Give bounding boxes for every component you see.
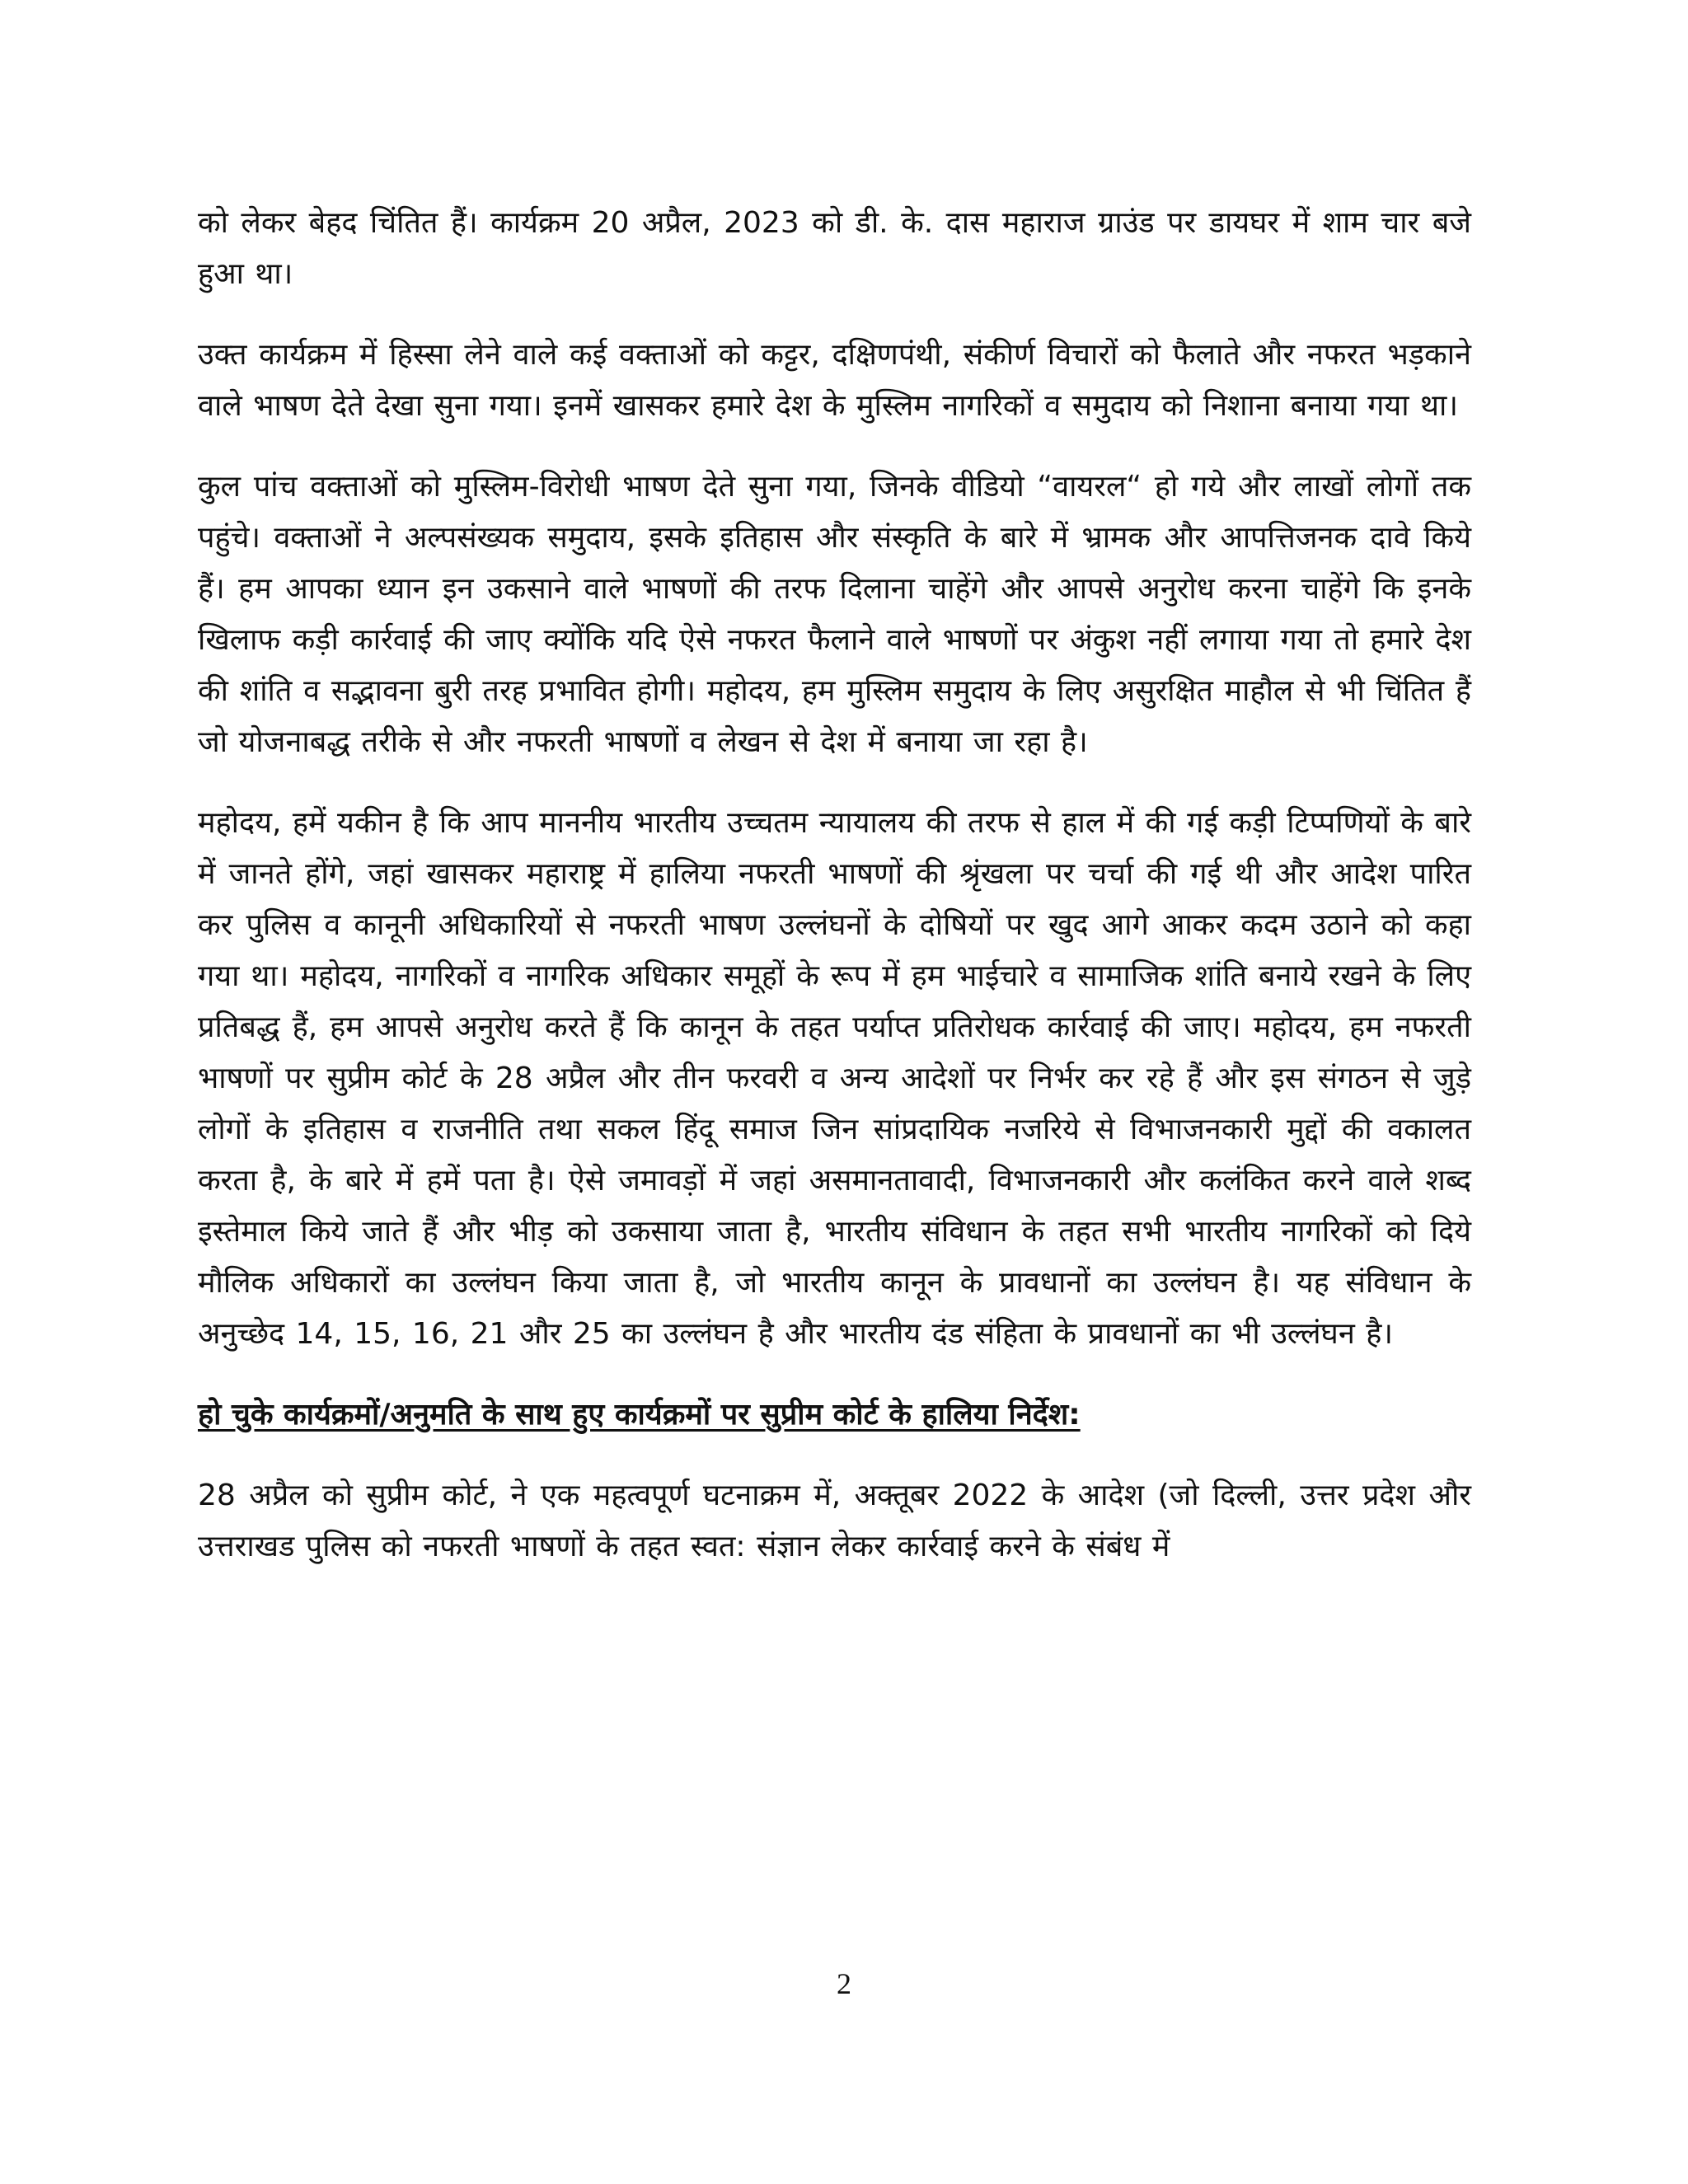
- paragraph-speakers: उक्त कार्यक्रम में हिस्सा लेने वाले कई वक्ताओं को कट्टर, दक्षिणपंथी, संकीर्ण विचारों को फैलाते और नफरत भड़काने वाले भाषण देते देखा सुना गया। इनमें खासकर हमारे देश के मुस्लिम नागरिकों व समुदाय को निशाना बनाया गया था।: [198, 338, 1471, 423]
- document-body: [198, 198, 1471, 1602]
- paragraph-anti-muslim-speeches: कुल पांच वक्ताओं को मुस्लिम-विरोधी भाषण देते सुना गया, जिनके वीडियो “वायरल“ हो गये और लाखों लोगों तक पहुंचे। वक्ताओं ने अल्पसंख्यक समुदाय, इसके इतिहास और संस्कृति के बारे में भ्रामक और आपत्तिजनक दावे किये हैं। हम आपका ध्यान इन उकसाने वाले भाषणों की तरफ दिलाना चाहेंगे और आपसे अनुरोध करना चाहेंगे कि इनके खिलाफ कड़ी कार्रवाई की जाए क्योंकि यदि ऐसे नफरत फैलाने वाले भाषणों पर अंकुश नहीं लगाया गया तो हमारे देश की शांति व सद्भावना बुरी तरह प्रभावित होगी। महोदय, हम मुस्लिम समुदाय के लिए असुरक्षित माहौल से भी चिंतित हैं जो योजनाबद्ध तरीके से और नफरती भाषणों व लेखन से देश में बनाया जा रहा है।: [198, 470, 1471, 759]
- paragraph-event-date: को लेकर बेहद चिंतित हैं। कार्यक्रम 20 अप्रैल, 2023 को डी. के. दास महाराज ग्राउंड पर डायघर में शाम चार बजे हुआ था।: [198, 206, 1471, 291]
- paragraph-april-28-order: 28 अप्रैल को सुप्रीम कोर्ट, ने एक महत्वपूर्ण घटनाक्रम में, अक्तूबर 2022 के आदेश (जो दिल्ली, उत्तर प्रदेश और उत्तराखड पुलिस को नफरती भाषणों के तहत स्वत: संज्ञान लेकर कार्रवाई करने के संबंध में: [198, 1479, 1471, 1563]
- section-heading: हो चुके कार्यक्रमों/अनुमति के साथ हुए कार्यक्रमों पर सुप्रीम कोर्ट के हालिया निर्देश:: [198, 1398, 1081, 1432]
- paragraph-supreme-court-remarks: महोदय, हमें यकीन है कि आप माननीय भारतीय उच्चतम न्यायालय की तरफ से हाल में की गई कड़ी टिप्पणियों के बारे में जानते होंगे, जहां खासकर महाराष्ट्र में हालिया नफरती भाषणों की श्रृंखला पर चर्चा की गई थी और आदेश पारित कर पुलिस व कानूनी अधिकारियों से नफरती भाषण उल्लंघनों के दोषियों पर खुद आगे आकर कदम उठाने को कहा गया था। महोदय, नागरिकों व नागरिक अधिकार समूहों के रूप में हम भाईचारे व सामाजिक शांति बनाये रखने के लिए प्रतिबद्ध हैं, हम आपसे अनुरोध करते हैं कि कानून के तहत पर्याप्त प्रतिरोधक कार्रवाई की जाए। महोदय, हम नफरती भाषणों पर सुप्रीम कोर्ट के 28 अप्रैल और तीन फरवरी व अन्य आदेशों पर निर्भर कर रहे हैं और इस संगठन से जुड़े लोगों के इतिहास व राजनीति तथा सकल हिंदू समाज जिन सांप्रदायिक नजरिये से विभाजनकारी मुद्दों की वकालत करता है, के बारे में हमें पता है। ऐसे जमावड़ों में जहां असमानतावादी, विभाजनकारी और कलंकित करने वाले शब्द इस्तेमाल किये जाते हैं और भीड़ को उकसाया जाता है, भारतीय संविधान के तहत सभी भारतीय नागरिकों को दिये मौलिक अधिकारों का उल्लंघन किया जाता है, जो भारतीय कानून के प्रावधानों का उल्लंघन है। यह संविधान के अनुच्छेद 14, 15, 16, 21 और 25 का उल्लंघन है और भारतीय दंड संहिता के प्रावधानों का भी उल्लंघन है।: [198, 806, 1471, 1351]
- page-number: 2: [837, 1967, 851, 2000]
